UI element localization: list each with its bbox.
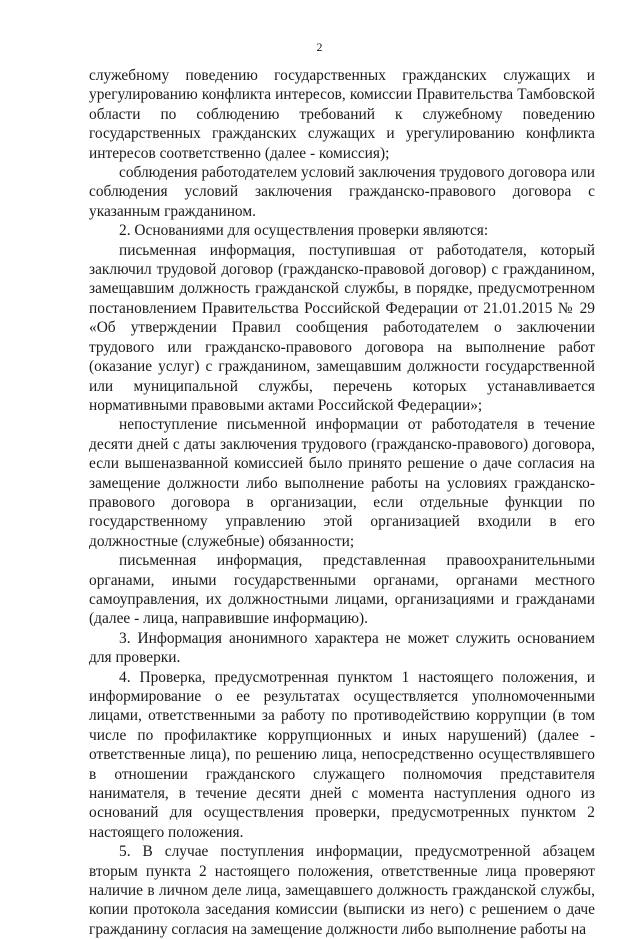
paragraph-continuation: служебному поведению государственных гражданских служащих и урегулированию конфликта интересов, комиссии Правительства Тамбовской области по соблюдению требований к служебному поведению государственных гражданских служащих и урегулированию конфликта интересов соответственно (далее - комиссия); xyxy=(89,67,595,162)
paragraph-information-receipt: 5. В случае поступления информации, предусмотренной абзацем вторым пункта 2 настоящего положения, ответственные лица проверяют наличие в личном деле лица, замещавшего должность гражданской службы, копии протокола заседания комиссии (выписки из него) с решением о даче гражданину согласия на замещение должности либо выполнение работы на xyxy=(89,843,595,938)
paragraph-written-information-employer: письменная информация, поступившая от работодателя, который заключил трудовой договор (гражданско-правовой договор) с гражданином, замещавшим должность гражданской службы, в порядке, предусмотренном постановлением Правительства Российской Федерации от 21.01.2015 № 29 «Об утверждении Правил сообщения работодателем о заключении трудового или гражданско-правового договора на выполнение работ (оказание услуг) с гражданином, замещавшим должности государственной или муниципальной службы, перечень которых устанавливается нормативными правовыми актами Российской Федерации»; xyxy=(89,241,595,414)
page-number: 2 xyxy=(316,40,323,54)
document-body xyxy=(89,66,595,939)
paragraph-grounds-heading: 2. Основаниями для осуществления проверки являются: xyxy=(119,222,489,240)
paragraph-anonymous-information: 3. Информация анонимного характера не может служить основанием для проверки. xyxy=(89,629,595,667)
paragraph-law-enforcement-information: письменная информация, представленная правоохранительными органами, иными государственными органами, органами местного самоуправления, их должностными лицами, организациями и гражданами (далее - лица, направившие информацию). xyxy=(89,552,595,628)
paragraph-employer-conditions: соблюдения работодателем условий заключения трудового договора или соблюдения условий заключения гражданско-правового договора с указанным гражданином. xyxy=(89,164,595,220)
paragraph-inspection-procedure: 4. Проверка, предусмотренная пунктом 1 настоящего положения, и информирование о ее результатах осуществляется уполномоченными лицами, ответственными за работу по противодействию коррупции (в том числе по профилактике коррупционных и иных нарушений) (далее - ответственные лица), по решению лица, непосредственно осуществлявшего в отношении гражданского служащего полномочия представителя нанимателя, в течение десяти дней с момента наступления одного из оснований для осуществления проверки, предусмотренных пунктом 2 настоящего положения. xyxy=(89,668,595,841)
paragraph-non-receipt-information: непоступление письменной информации от работодателя в течение десяти дней с даты заключения трудового (гражданско-правового) договора, если вышеназванной комиссией было принято решение о даче согласия на замещение должности либо выполнение работы на условиях гражданско-правового договора в организации, если отдельные функции по государственному управлению этой организацией входили в его должностные (служебные) обязанности; xyxy=(89,416,595,550)
